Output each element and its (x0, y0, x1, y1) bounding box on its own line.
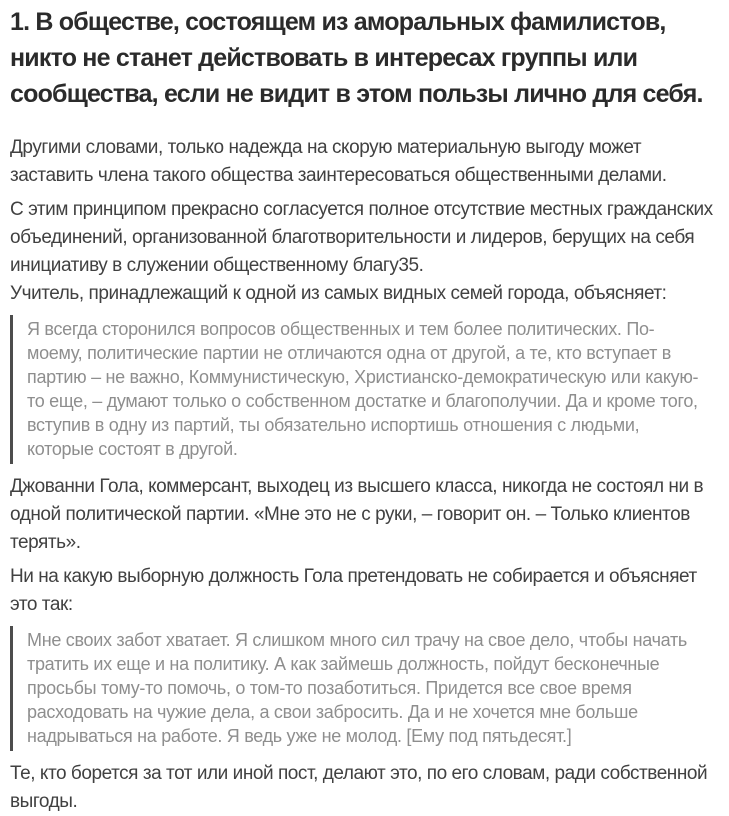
blockquote-teacher: Я всегда сторонился вопросов общественных и тем более политических. По-моему, политические партии не отличаются одна от другой, а те, кто вступает в партию – не важно, Коммунистическую, Христианско-демократическую или какую-то еще, – думают только о собственном достатке и благополучии. Да и кроме того, вступив в одну из партий, ты обязательно испортишь отношения с людьми, которые состоят в другой. (10, 315, 713, 464)
paragraph-principle: С этим принципом прекрасно согласуется полное отсутствие местных гражданских объединений, организованной благотворительности и лидеров, берущих на себя инициативу в служении общественному благу35. (10, 199, 713, 276)
section-heading: 1. В обществе, состоящем из аморальных фамилистов, никто не станет действовать в интересах группы или сообщества, если не видит в этом пользы лично для себя. (10, 8, 703, 108)
paragraph-closing: Те, кто борется за тот или иной пост, делают это, по его словам, ради собственной выгоды. (10, 763, 708, 812)
paragraph-teacher-lead: Учитель, принадлежащий к одной из самых видных семей города, объясняет: (10, 283, 667, 304)
paragraph-gola-lead: Ни на какую выборную должность Гола претендовать не собирается и объясняет это так: (10, 566, 697, 615)
blockquote-gola: Мне своих забот хватает. Я слишком много сил трачу на свое дело, чтобы начать тратить их еще и на политику. А как займешь должность, пойдут бесконечные просьбы тому-то помочь, о том-то позаботиться. Придется все свое время расходовать на чужие дела, а свои забросить. Да и не хочется мне больше надрываться на работе. Я ведь уже не молод. [Ему под пятьдесят.] (10, 626, 713, 751)
paragraph-gola: Джованни Гола, коммерсант, выходец из высшего класса, никогда не состоял ни в одной политической партии. «Мне это не с руки, – говорит он. – Только клиентов терять». (10, 476, 704, 553)
paragraph-intro: Другими словами, только надежда на скорую материальную выгоду может заставить члена такого общества заинтересоваться общественными делами. (10, 137, 667, 186)
